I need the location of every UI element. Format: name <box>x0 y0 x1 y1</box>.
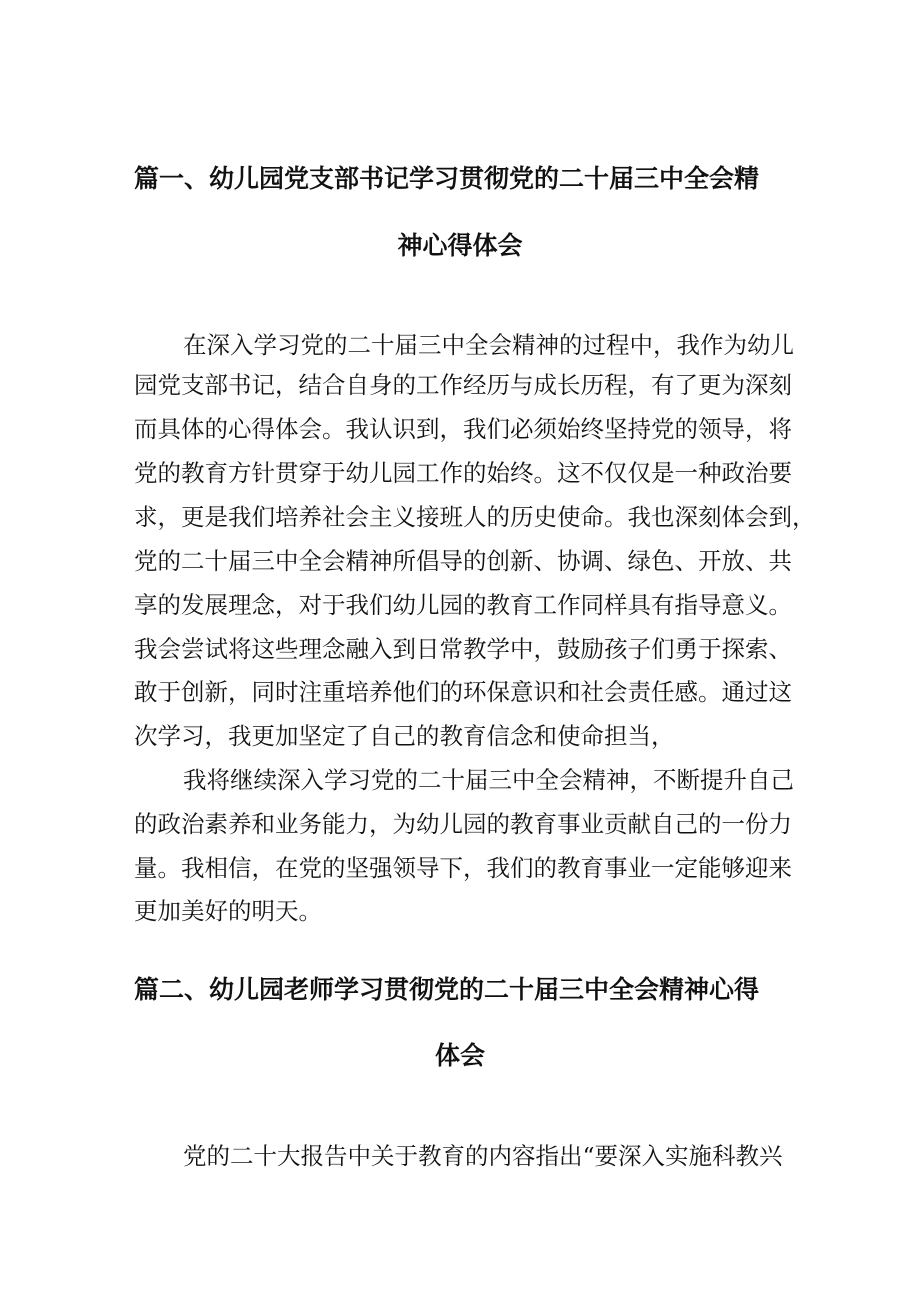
article2-title-line2: 体会 <box>434 1041 485 1070</box>
paragraph-line: 在深入学习党的二十届三中全会精神的过程中，我作为幼儿 <box>183 331 794 359</box>
paragraph-line: 我会尝试将这些理念融入到日常教学中，鼓励孩子们勇于探索、 <box>134 635 792 663</box>
paragraph-line: 的政治素养和业务能力，为幼儿园的教育事业贡献自己的一份力 <box>134 810 792 838</box>
paragraph-line: 享的发展理念，对于我们幼儿园的教育工作同样具有指导意义。 <box>134 591 792 619</box>
paragraph-line: 园党支部书记，结合自身的工作经历与成长历程，有了更为深刻 <box>134 371 792 399</box>
paragraph-line: 党的教育方针贯穿于幼儿园工作的始终。这不仅仅是一种政治要 <box>134 459 792 487</box>
paragraph-line: 更加美好的明天。 <box>134 897 322 925</box>
paragraph-line: 而具体的心得体会。我认识到，我们必须始终坚持党的领导，将 <box>134 415 792 443</box>
paragraph-line: 量。我相信，在党的坚强领导下，我们的教育事业一定能够迎来 <box>134 854 792 882</box>
paragraph-line: 敢于创新，同时注重培养他们的环保意识和社会责任感。通过这 <box>134 678 792 706</box>
paragraph-line: 我将继续深入学习党的二十届三中全会精神，不断提升自己 <box>183 766 794 794</box>
paragraph-line: 求，更是我们培养社会主义接班人的历史使命。我也深刻体会到， <box>134 503 816 531</box>
paragraph-line: 次学习，我更加坚定了自己的教育信念和使命担当， <box>134 722 675 750</box>
article2-title-line1: 篇二、幼儿园老师学习贯彻党的二十届三中全会精神心得 <box>134 975 760 1004</box>
paragraph-line: 党的二十大报告中关于教育的内容指出“要深入实施科教兴 <box>183 1142 783 1170</box>
article1-title-line1: 篇一、幼儿园党支部书记学习贯彻党的二十届三中全会精 <box>134 164 760 193</box>
article1-title-line2: 神心得体会 <box>397 231 523 260</box>
paragraph-line: 党的二十届三中全会精神所倡导的创新、协调、绿色、开放、共 <box>134 547 792 575</box>
